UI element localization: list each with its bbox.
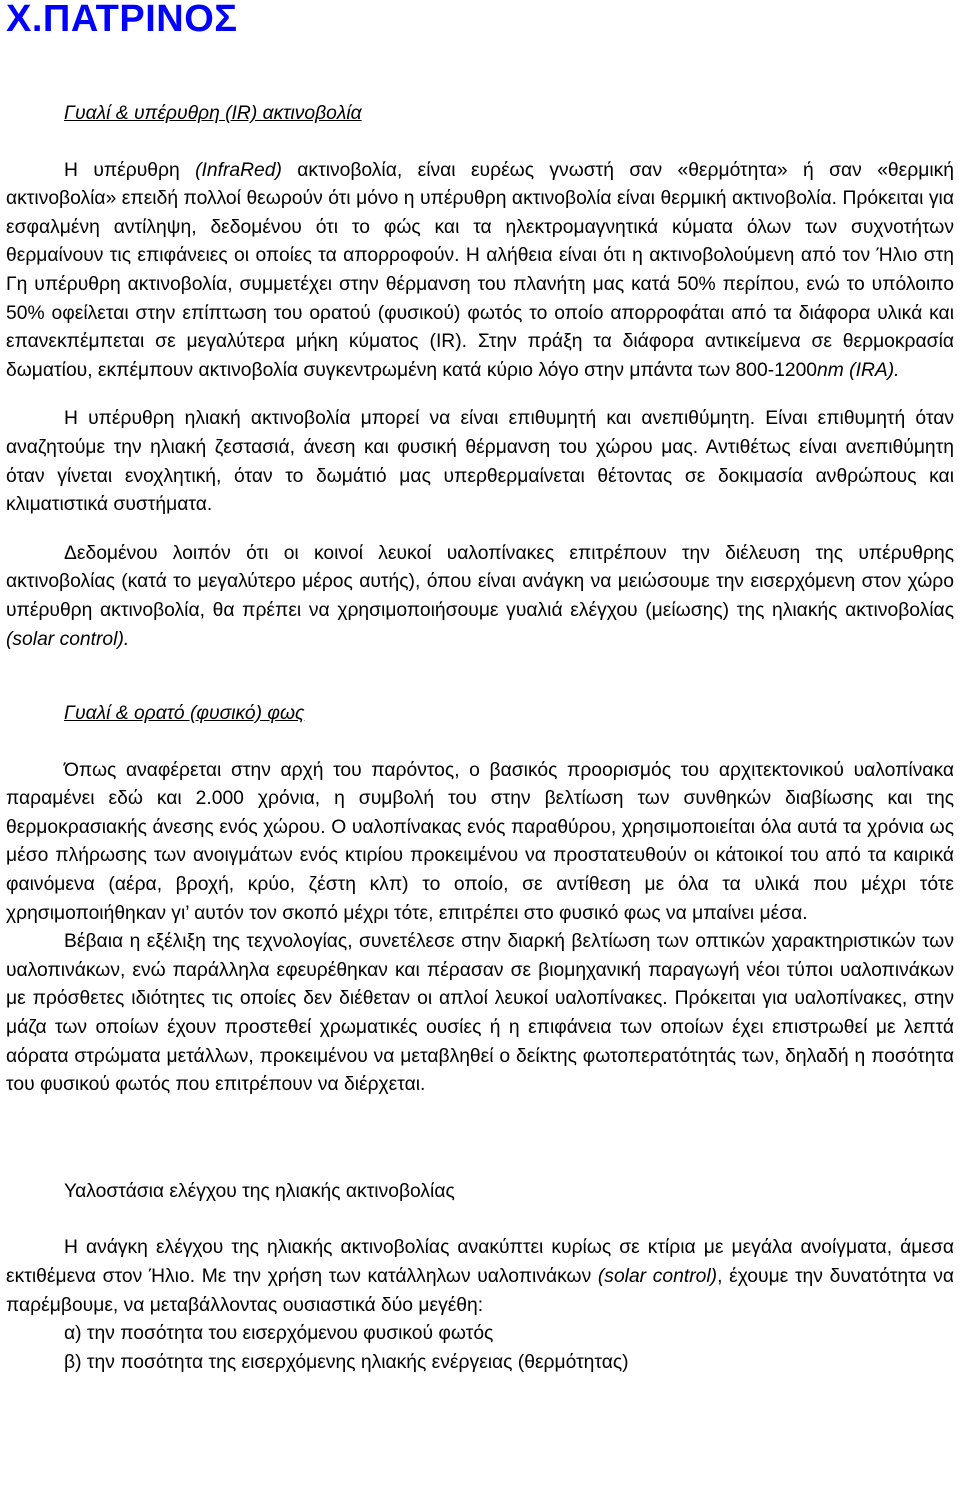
section-heading-solar-control: Υαλοστάσια ελέγχου της ηλιακής ακτινοβολίας (64, 1180, 455, 1202)
list-item: β) την ποσότητα της εισερχόμενης ηλιακής ενέργειας (θερμότητας) (64, 1351, 629, 1373)
text-span: Η ανάγκη ελέγχου της ηλιακής ακτινοβολίας ανακύπτει κυρίως σε κτίρια με μεγάλα ανοίγματα, άμεσα εκτιθέμενα στον Ήλιο. Με την χρήση των κατάλληλων υαλοπινάκων (6, 1237, 954, 1287)
text-span: Δεδομένου λοιπόν ότι οι κοινοί λευκοί υαλοπίνακες επιτρέπουν την διέλευση της υπέρυθρης ακτινοβολίας (κατά το μεγαλύτερο μέρος αυτής), όπου είναι ανάγκη να μειώσουμε την εισερχόμενη στον χώρο υπέρυθρη ακτινοβολία, θα πρέπει να χρησιμοποιήσουμε γυαλιά ελέγχου (μείωσης) της ηλιακής ακτινοβολίας (6, 542, 954, 621)
paragraph-ir-desirable: Η υπέρυθρη ηλιακή ακτινοβολία μπορεί να είναι επιθυμητή και ανεπιθύμητη. Είναι επιθυμητή όταν αναζητούμε την ηλιακή ζεστασιά, άνεση και φυσική θέρμανση του χώρου μας. Αντιθέτως είναι ανεπιθύμητη όταν γίνεται ενοχλητική, όταν το δωμάτιό μας υπερθερμαίνεται θέτοντας σε δοκιμασία ανθρώπους και κλιματιστικά συστήματα. (6, 408, 954, 516)
brand-title: Χ.ΠΑΤΡΙΝΟΣ (6, 0, 238, 40)
italic-span: (solar control). (6, 628, 130, 650)
paragraph-visible-light-purpose: Όπως αναφέρεται στην αρχή του παρόντος, ο βασικός προορισμός του αρχιτεκτονικού υαλοπίνακα παραμένει εδώ και 2.000 χρόνια, η συμβολή του στην βελτίωση των συνθηκών διαβίωσης και της θερμοκρασιακής άνεσης ενός χώρου. Ο υαλοπίνακας ενός παραθύρου, χρησιμοποιείται όλα αυτά τα χρόνια ως μέσο πλήρωσης των ανοιγμάτων ενός κτιρίου προκειμένου να προστατευθούν οι κάτοικοί του από τα καιρικά φαινόμενα (αέρα, βροχή, κρύο, ζέστη κλπ) το οποίο, σε αντίθεση με όλα τα υλικά που μέχρι τότε χρησιμοποιήθηκαν γι’ αυτόν τον σκοπό μέχρι τότε, επιτρέπει στο φυσικό φως να μπαίνει μέσα. (6, 759, 954, 924)
paragraph-visible-light-technology: Βέβαια η εξέλιξη της τεχνολογίας, συνετέλεσε στην διαρκή βελτίωση των οπτικών χαρακτηριστικών των υαλοπινάκων, ενώ παράλληλα εφευρέθηκαν και πέρασαν σε βιομηχανική παραγωγή νέοι τύποι υαλοπινάκων με πρόσθετες ιδιότητες τις οποίες δεν διέθεταν οι απλοί λευκοί υαλοπίνακες. Πρόκειται για υαλοπίνακες, στην μάζα των οποίων έχουν προστεθεί χρωματικές ουσίες ή η επιφάνεια των οποίων έχει επιστρωθεί με λεπτά αόρατα στρώματα μετάλλων, προκειμένου να μεταβληθεί ο δείκτης φωτοπερατότητάς των, δηλαδή η ποσότητα του φυσικού φωτός που επιτρέπουν να διέρχεται. (6, 931, 954, 1096)
text-span: , έχουμε την δυνατότητα να παρέμβουμε, να μεταβάλλοντας ουσιαστικά δύο μεγέθη: (6, 1266, 955, 1316)
text-span: Η υπέρυθρη (64, 159, 196, 181)
section-heading-visible-light: Γυαλί & ορατό (φυσικό) φως (64, 703, 305, 725)
list-item: α) την ποσότητα του εισερχόμενου φυσικού φωτός (64, 1323, 494, 1345)
italic-span: (InfraRed) (195, 159, 282, 181)
section-heading-ir: Γυαλί & υπέρυθρη (IR) ακτινοβολία (64, 103, 362, 124)
document-body (6, 100, 954, 1377)
text-span: ακτινοβολία, είναι ευρέως γνωστή σαν «θερμότητα» ή σαν «θερμική ακτινοβολία» επειδή πολλοί θεωρούν ότι μόνο η υπέρυθρη ακτινοβολία είναι θερμική ακτινοβολία. Πρόκειται για εσφαλμένη αντίληψη, δεδομένου ότι το φώς και τα ηλεκτρομαγνητικά κύματα όλων των συχνοτήτων θερμαίνουν τις επιφάνειες οι οποίες τα απορροφούν. Η αλήθεια είναι ότι η ακτινοβολούμενη από τον Ήλιο στη Γη υπέρυθρη ακτινοβολία, συμμετέχει στην θέρμανση του πλανήτη μας κατά 50% περίπου, ενώ το υπόλοιπο 50% οφείλεται στην επίπτωση του ορατού (φυσικού) φωτός το οποίο απορροφάται από τα διάφορα υλικά και επανεκπέμπεται σε μεγαλύτερα μήκη κύματος (IR). Στην πράξη τα διάφορα αντικείμενα σε θερμοκρασία δωματίου, εκπέμπουν ακτινοβολία συγκεντρωμένη κατά κύριο λόγο στην μπάντα των 800-1200 (6, 159, 954, 381)
italic-span: (solar control) (597, 1266, 718, 1287)
paragraph-ir-solar-control (6, 540, 954, 654)
paragraph-ir-intro (6, 157, 954, 386)
italic-span: nm (IRA). (817, 359, 900, 381)
paragraph-solar-control-need (6, 1234, 954, 1320)
